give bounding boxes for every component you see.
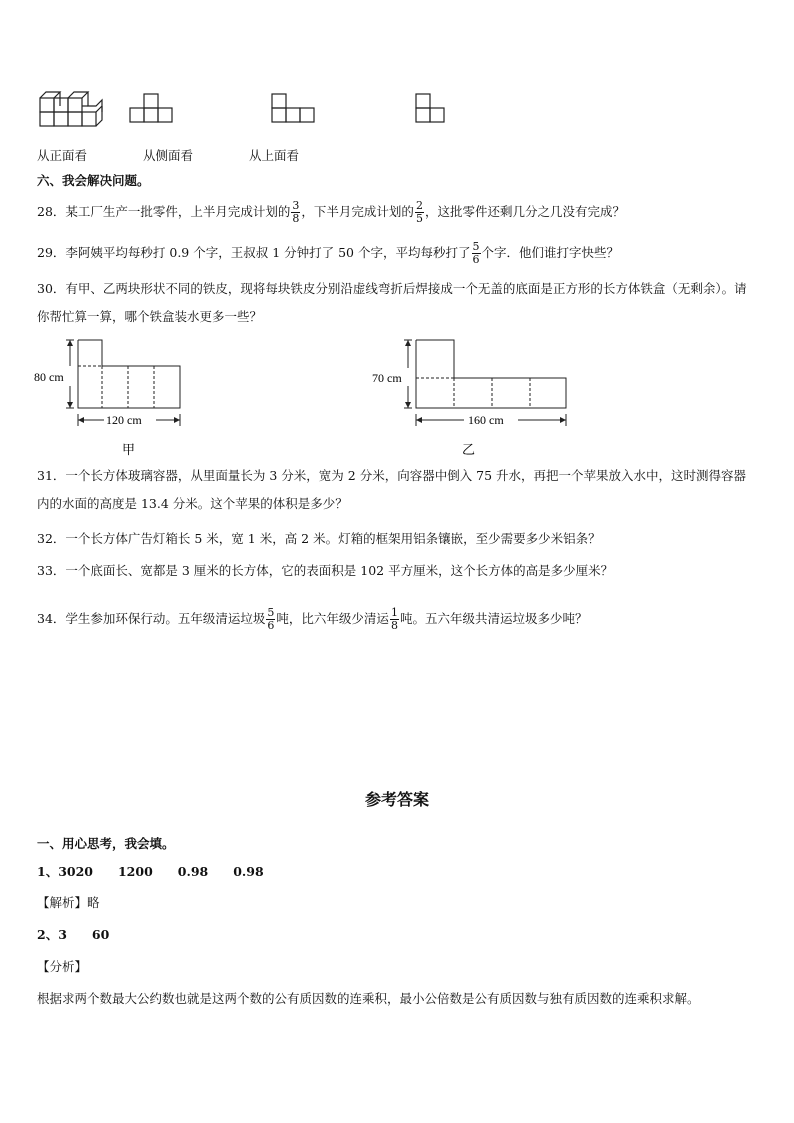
- answer-2-note: 【分析】: [37, 959, 88, 974]
- top-view-label: 从上面看: [249, 148, 300, 163]
- section-heading: 六、我会解决问题。: [37, 173, 150, 188]
- answer-1-note: 【解析】略: [37, 895, 100, 910]
- sheet-b-width-label: 160 cm: [468, 413, 504, 427]
- answer-1: 1、3020 1200 0.98 0.98: [37, 864, 264, 879]
- answers-title: 参考答案: [364, 790, 429, 809]
- question-28: 28．某工厂生产一批零件，上半月完成计划的 $\frac{3}{8}$ ，下半月完成计划的 $\frac{2}{5}$ ，这批零件还剩几分之几没有完成？: [37, 199, 625, 225]
- answer-view-figure: [416, 94, 444, 122]
- side-view-figure: [130, 94, 172, 122]
- answer-2-text: 根据求两个数最大公约数也就是这两个数的公有质因数的连乘积，最小公倍数是公有质因数与独有质因数的连乘积求解。: [37, 991, 700, 1006]
- question-31: 31．一个长方体玻璃容器，从里面量长为 3 分米，宽为 2 分米，向容器中倒入 75 升水，再把一个苹果放入水中，这时测得容器内的水面的高度是 13.4 分米。这个苹果的体积是多少？: [37, 468, 747, 511]
- fraction: $\frac{2}{5}$: [415, 199, 423, 225]
- sheet-a-width-label: 120 cm: [106, 413, 142, 427]
- sheet-b-figure: [370, 334, 580, 460]
- question-29: 29．李阿姨平均每秒打 0.9 个字，王叔叔 1 分钟打了 50 个字，平均每秒打了 $\frac{5}{6}$ 个字．他们谁打字快些？: [37, 240, 620, 266]
- sheet-a-height-label: 80 cm: [34, 370, 64, 384]
- sheet-b-caption: 乙: [462, 442, 476, 457]
- fraction: $\frac{5}{6}$: [472, 240, 480, 266]
- fraction: $\frac{1}{8}$: [390, 606, 398, 632]
- question-34: 34．学生参加环保行动。五年级清运垃圾 $\frac{5}{6}$ 吨，比六年级少清运 $\frac{1}{8}$ 吨。五六年级共清运垃圾多少吨？: [37, 606, 588, 632]
- cube-figures: [36, 82, 456, 132]
- top-view-figure: [272, 94, 314, 122]
- front-view-label: 从正面看: [37, 148, 88, 163]
- question-30: 30．有甲、乙两块形状不同的铁皮，现将每块铁皮分别沿虚线弯折后焊接成一个无盖的底面是正方形的长方体铁盒（无剩余）。请你帮忙算一算，哪个铁盒装水更多一些？: [37, 281, 747, 324]
- cube-solid-figure: [40, 92, 102, 126]
- side-view-label: 从侧面看: [143, 148, 194, 163]
- question-32: 32．一个长方体广告灯箱长 5 米，宽 1 米，高 2 米。灯箱的框架用铝条镶嵌，至少需要多少米铝条？: [37, 531, 601, 546]
- question-33: 33．一个底面长、宽都是 3 厘米的长方体，它的表面积是 102 平方厘米，这个长方体的高是多少厘米？: [37, 563, 614, 578]
- answers-section-heading: 一、用心思考，我会填。: [37, 836, 175, 851]
- sheet-a-caption: 甲: [122, 442, 136, 457]
- sheet-b-height-label: 70 cm: [372, 371, 402, 385]
- fraction: $\frac{3}{8}$: [292, 199, 300, 225]
- sheet-a-figure: [30, 334, 200, 460]
- fraction: $\frac{5}{6}$: [267, 606, 275, 632]
- answer-2: 2、3 60: [37, 927, 110, 942]
